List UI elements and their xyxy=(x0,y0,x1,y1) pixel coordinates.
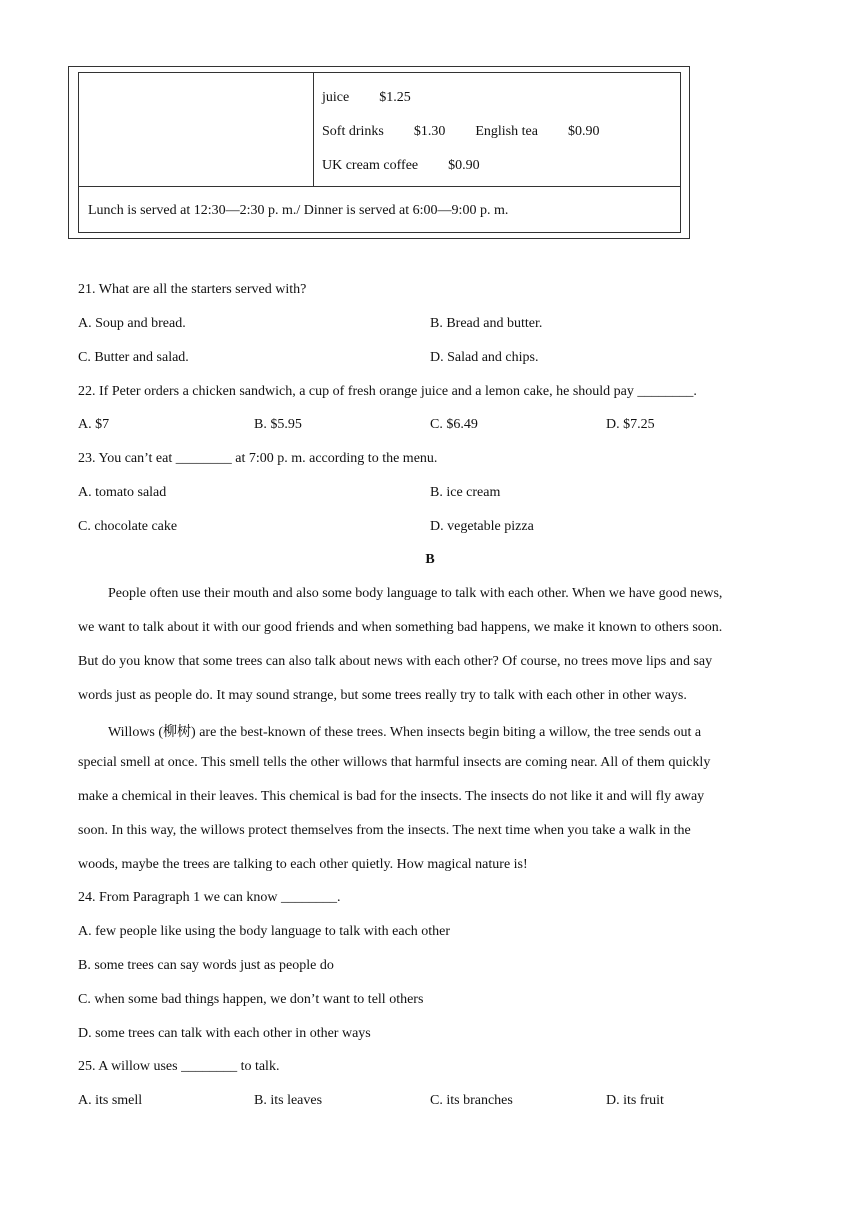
option-23-b: B. ice cream xyxy=(430,485,501,500)
option-24-a: A. few people like using the body language to talk with each other xyxy=(78,924,451,939)
option-25-d: D. its fruit xyxy=(606,1093,664,1108)
option-22-d: D. $7.25 xyxy=(606,417,655,432)
option-24-d: D. some trees can talk with each other in other ways xyxy=(78,1026,371,1041)
question-22: 22. If Peter orders a chicken sandwich, a cup of fresh orange juice and a lemon cake, he should pay ________. xyxy=(78,384,697,399)
serving-hours: Lunch is served at 12:30—2:30 p. m./ Dinner is served at 6:00—9:00 p. m. xyxy=(88,203,509,218)
menu-empty-cell xyxy=(79,73,314,186)
option-25-b: B. its leaves xyxy=(254,1093,323,1108)
para2-line-3: make a chemical in their leaves. This chemical is bad for the insects. The insects do not like it and will fly away xyxy=(78,789,705,804)
para2-line-5: woods, maybe the trees are talking to each other quietly. How magical nature is! xyxy=(78,857,528,872)
option-21-c: C. Butter and salad. xyxy=(78,350,189,365)
drink-price: $1.30 xyxy=(413,124,446,139)
para2-line-1: Willows (柳树) are the best-known of these trees. When insects begin biting a willow, the tree sends out a xyxy=(108,725,702,740)
menu-divider xyxy=(79,186,680,187)
option-21-d: D. Salad and chips. xyxy=(430,350,539,365)
option-23-a: A. tomato salad xyxy=(78,485,167,500)
option-24-c: C. when some bad things happen, we don’t want to tell others xyxy=(78,992,424,1007)
drinks-line-1 xyxy=(322,90,411,106)
para2-line-4: soon. In this way, the willows protect themselves from the insects. The next time when you take a walk in the xyxy=(78,823,691,838)
option-24-b: B. some trees can say words just as people do xyxy=(78,958,334,973)
option-21-b: B. Bread and butter. xyxy=(430,316,543,331)
question-23: 23. You can’t eat ________ at 7:00 p. m. according to the menu. xyxy=(78,451,438,466)
drink-name: UK cream coffee xyxy=(322,158,419,173)
para1-line-3: But do you know that some trees can also talk about news with each other? Of course, no trees move lips and say xyxy=(78,654,713,669)
drink-price: $0.90 xyxy=(448,158,480,173)
drinks-line-3 xyxy=(322,158,480,174)
menu-table-inner xyxy=(78,72,681,233)
option-22-a: A. $7 xyxy=(78,417,110,432)
option-21-a: A. Soup and bread. xyxy=(78,316,186,331)
para1-line-4: words just as people do. It may sound strange, but some trees really try to talk with each other in other ways. xyxy=(78,688,687,703)
question-24: 24. From Paragraph 1 we can know ________. xyxy=(78,890,341,905)
menu-table xyxy=(68,66,690,239)
option-25-c: C. its branches xyxy=(430,1093,513,1108)
drink-price: $0.90 xyxy=(567,124,600,139)
para1-line-2: we want to talk about it with our good friends and when something bad happens, we make it known to others soon. xyxy=(78,620,723,635)
option-22-c: C. $6.49 xyxy=(430,417,478,432)
option-22-b: B. $5.95 xyxy=(254,417,302,432)
drink-name: English tea xyxy=(475,124,538,139)
menu-drinks-cell xyxy=(314,73,680,186)
para1-line-1: People often use their mouth and also some body language to talk with each other. When we have good news, xyxy=(108,586,723,601)
drinks-line-2 xyxy=(322,124,599,140)
question-21: 21. What are all the starters served with? xyxy=(78,282,307,297)
para2-line-2: special smell at once. This smell tells the other willows that harmful insects are coming near. All of them quickly xyxy=(78,755,711,770)
drink-name: juice xyxy=(322,90,350,105)
drink-price: $1.25 xyxy=(379,90,411,105)
question-25: 25. A willow uses ________ to talk. xyxy=(78,1059,280,1074)
option-23-c: C. chocolate cake xyxy=(78,519,178,534)
option-25-a: A. its smell xyxy=(78,1093,143,1108)
option-23-d: D. vegetable pizza xyxy=(430,519,534,534)
section-b-heading: B xyxy=(425,552,435,567)
drink-name: Soft drinks xyxy=(322,124,384,139)
